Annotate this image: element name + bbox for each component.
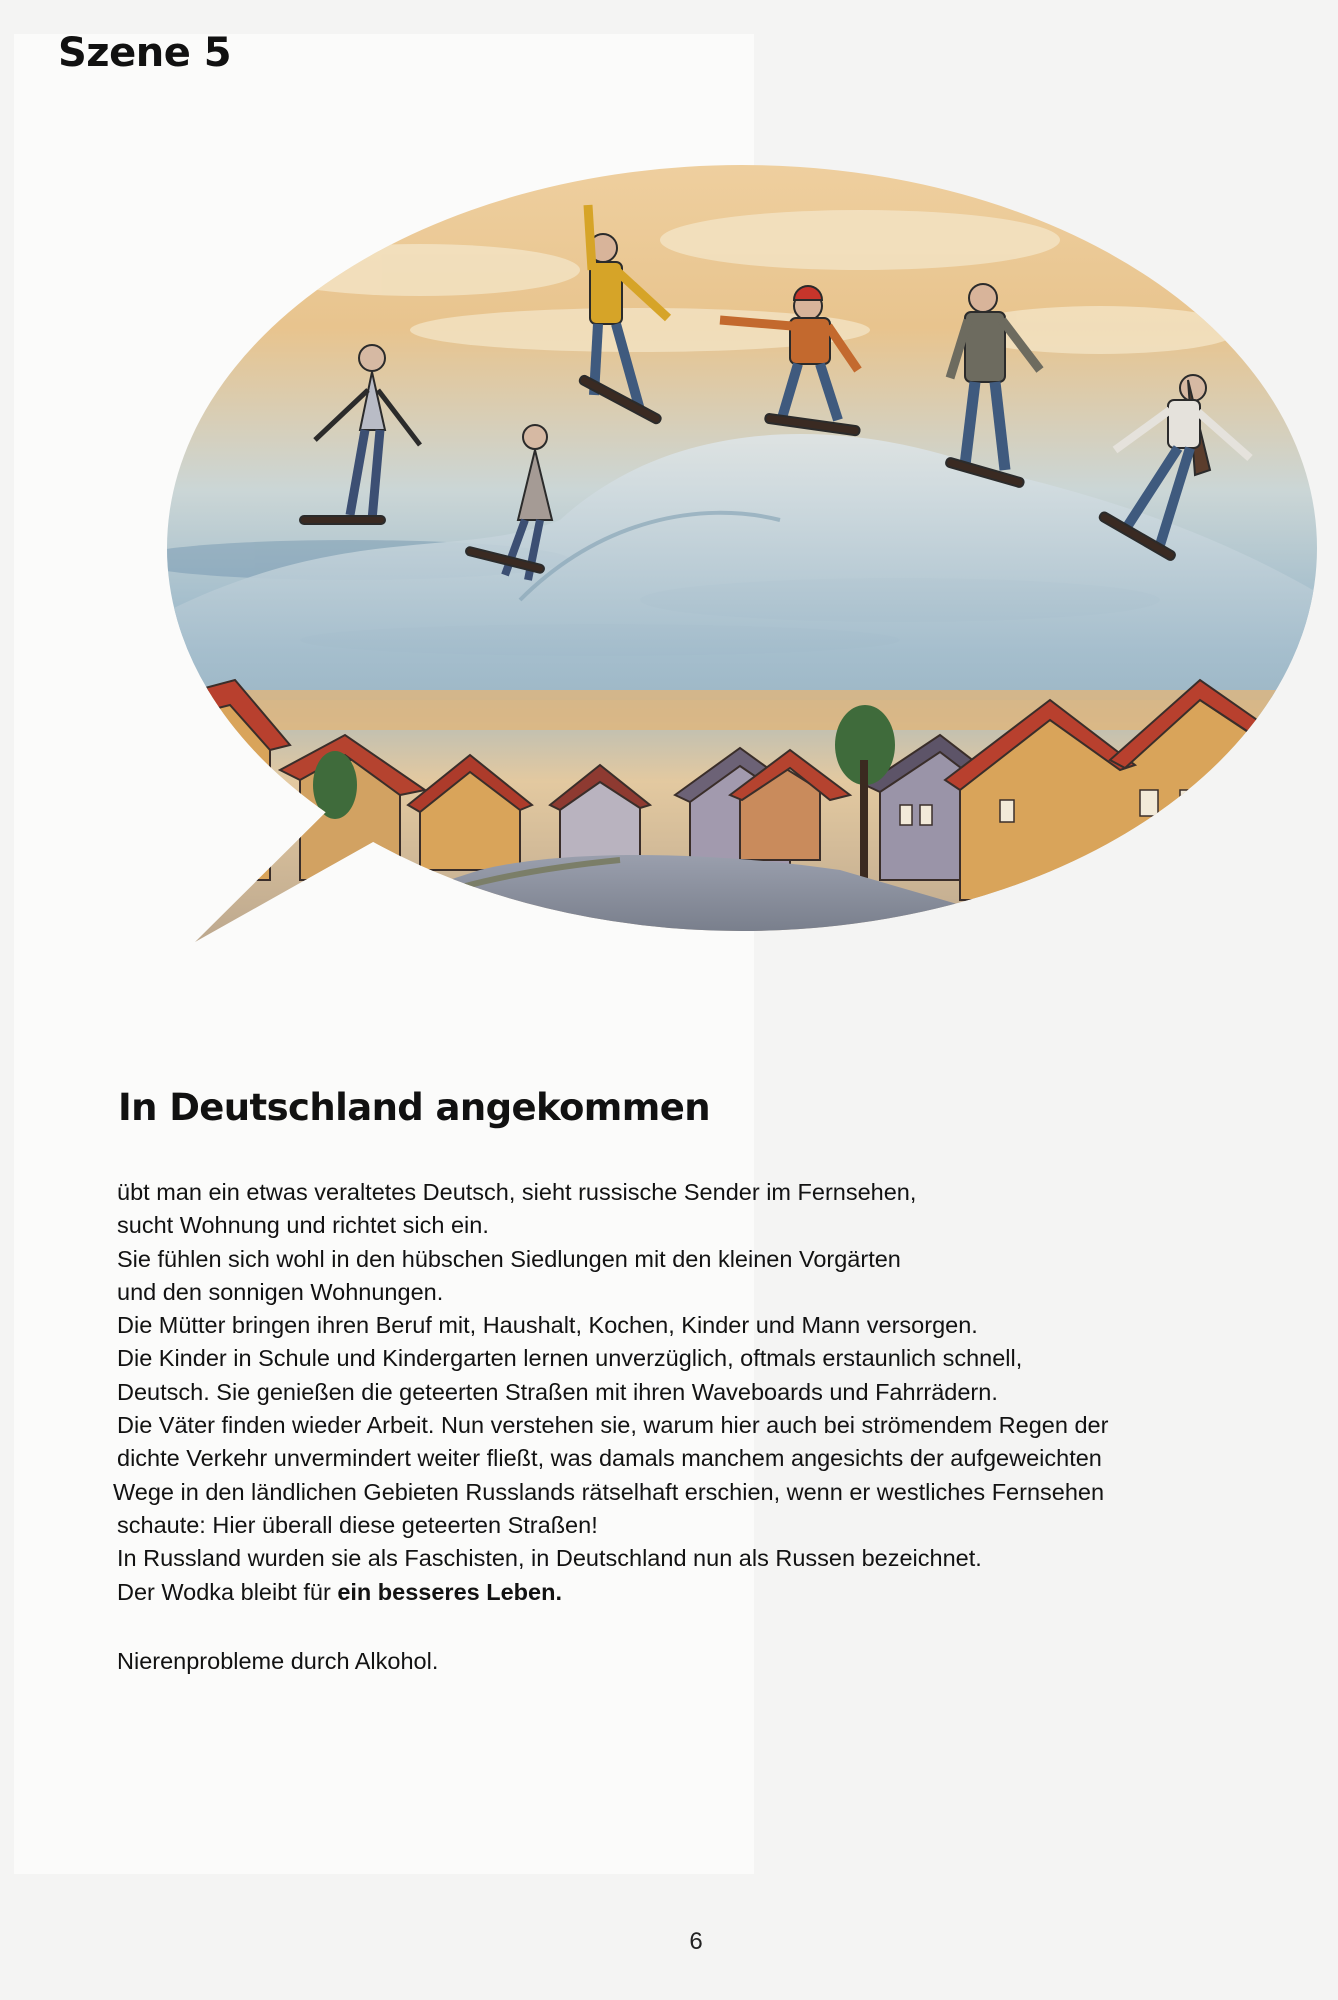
body-line: dichte Verkehr unvermindert weiter fließt, was damals manchem angesichts der aufgeweichten [117,1445,1102,1472]
body-line: sucht Wohnung und richtet sich ein. [117,1212,489,1239]
body-line: Die Mütter bringen ihren Beruf mit, Haushalt, Kochen, Kinder und Mann versorgen. [117,1312,978,1339]
scene-title: Szene 5 [58,30,232,76]
body-text [113,1176,1317,1678]
body-line: In Russland wurden sie als Faschisten, in Deutschland nun als Russen bezeichnet. [117,1545,982,1572]
paragraph-gap [117,1609,1317,1645]
body-line: Deutsch. Sie genießen die geteerten Straßen mit ihren Waveboards und Fahrrädern. [117,1378,998,1405]
body-line: Sie fühlen sich wohl in den hübschen Siedlungen mit den kleinen Vorgärten [117,1245,901,1272]
section-title: In Deutschland angekommen [118,1086,710,1129]
body-line: übt man ein etwas veraltetes Deutsch, sieht russische Sender im Fernsehen, [117,1179,917,1205]
page-number: 6 [689,1928,703,1955]
footnote: Nierenprobleme durch Alkohol. [117,1647,439,1674]
last-line-bold: ein besseres Leben. [337,1578,562,1605]
last-line-prefix: Der Wodka bleibt für [117,1578,338,1605]
body-line: Die Väter finden wieder Arbeit. Nun verstehen sie, warum hier auch bei strömendem Regen der [117,1412,1109,1439]
speech-bubble-illustration [0,0,1338,960]
body-line: Die Kinder in Schule und Kindergarten lernen unverzüglich, oftmals erstaunlich schnell, [117,1345,1023,1372]
body-line: Wege in den ländlichen Gebieten Russlands rätselhaft erschien, wenn er westliches Fernsehen [113,1478,1105,1505]
body-line-last [117,1576,1317,1609]
body-line: schaute: Hier überall diese geteerten Straßen! [117,1511,598,1538]
body-line: und den sonnigen Wohnungen. [117,1278,444,1305]
